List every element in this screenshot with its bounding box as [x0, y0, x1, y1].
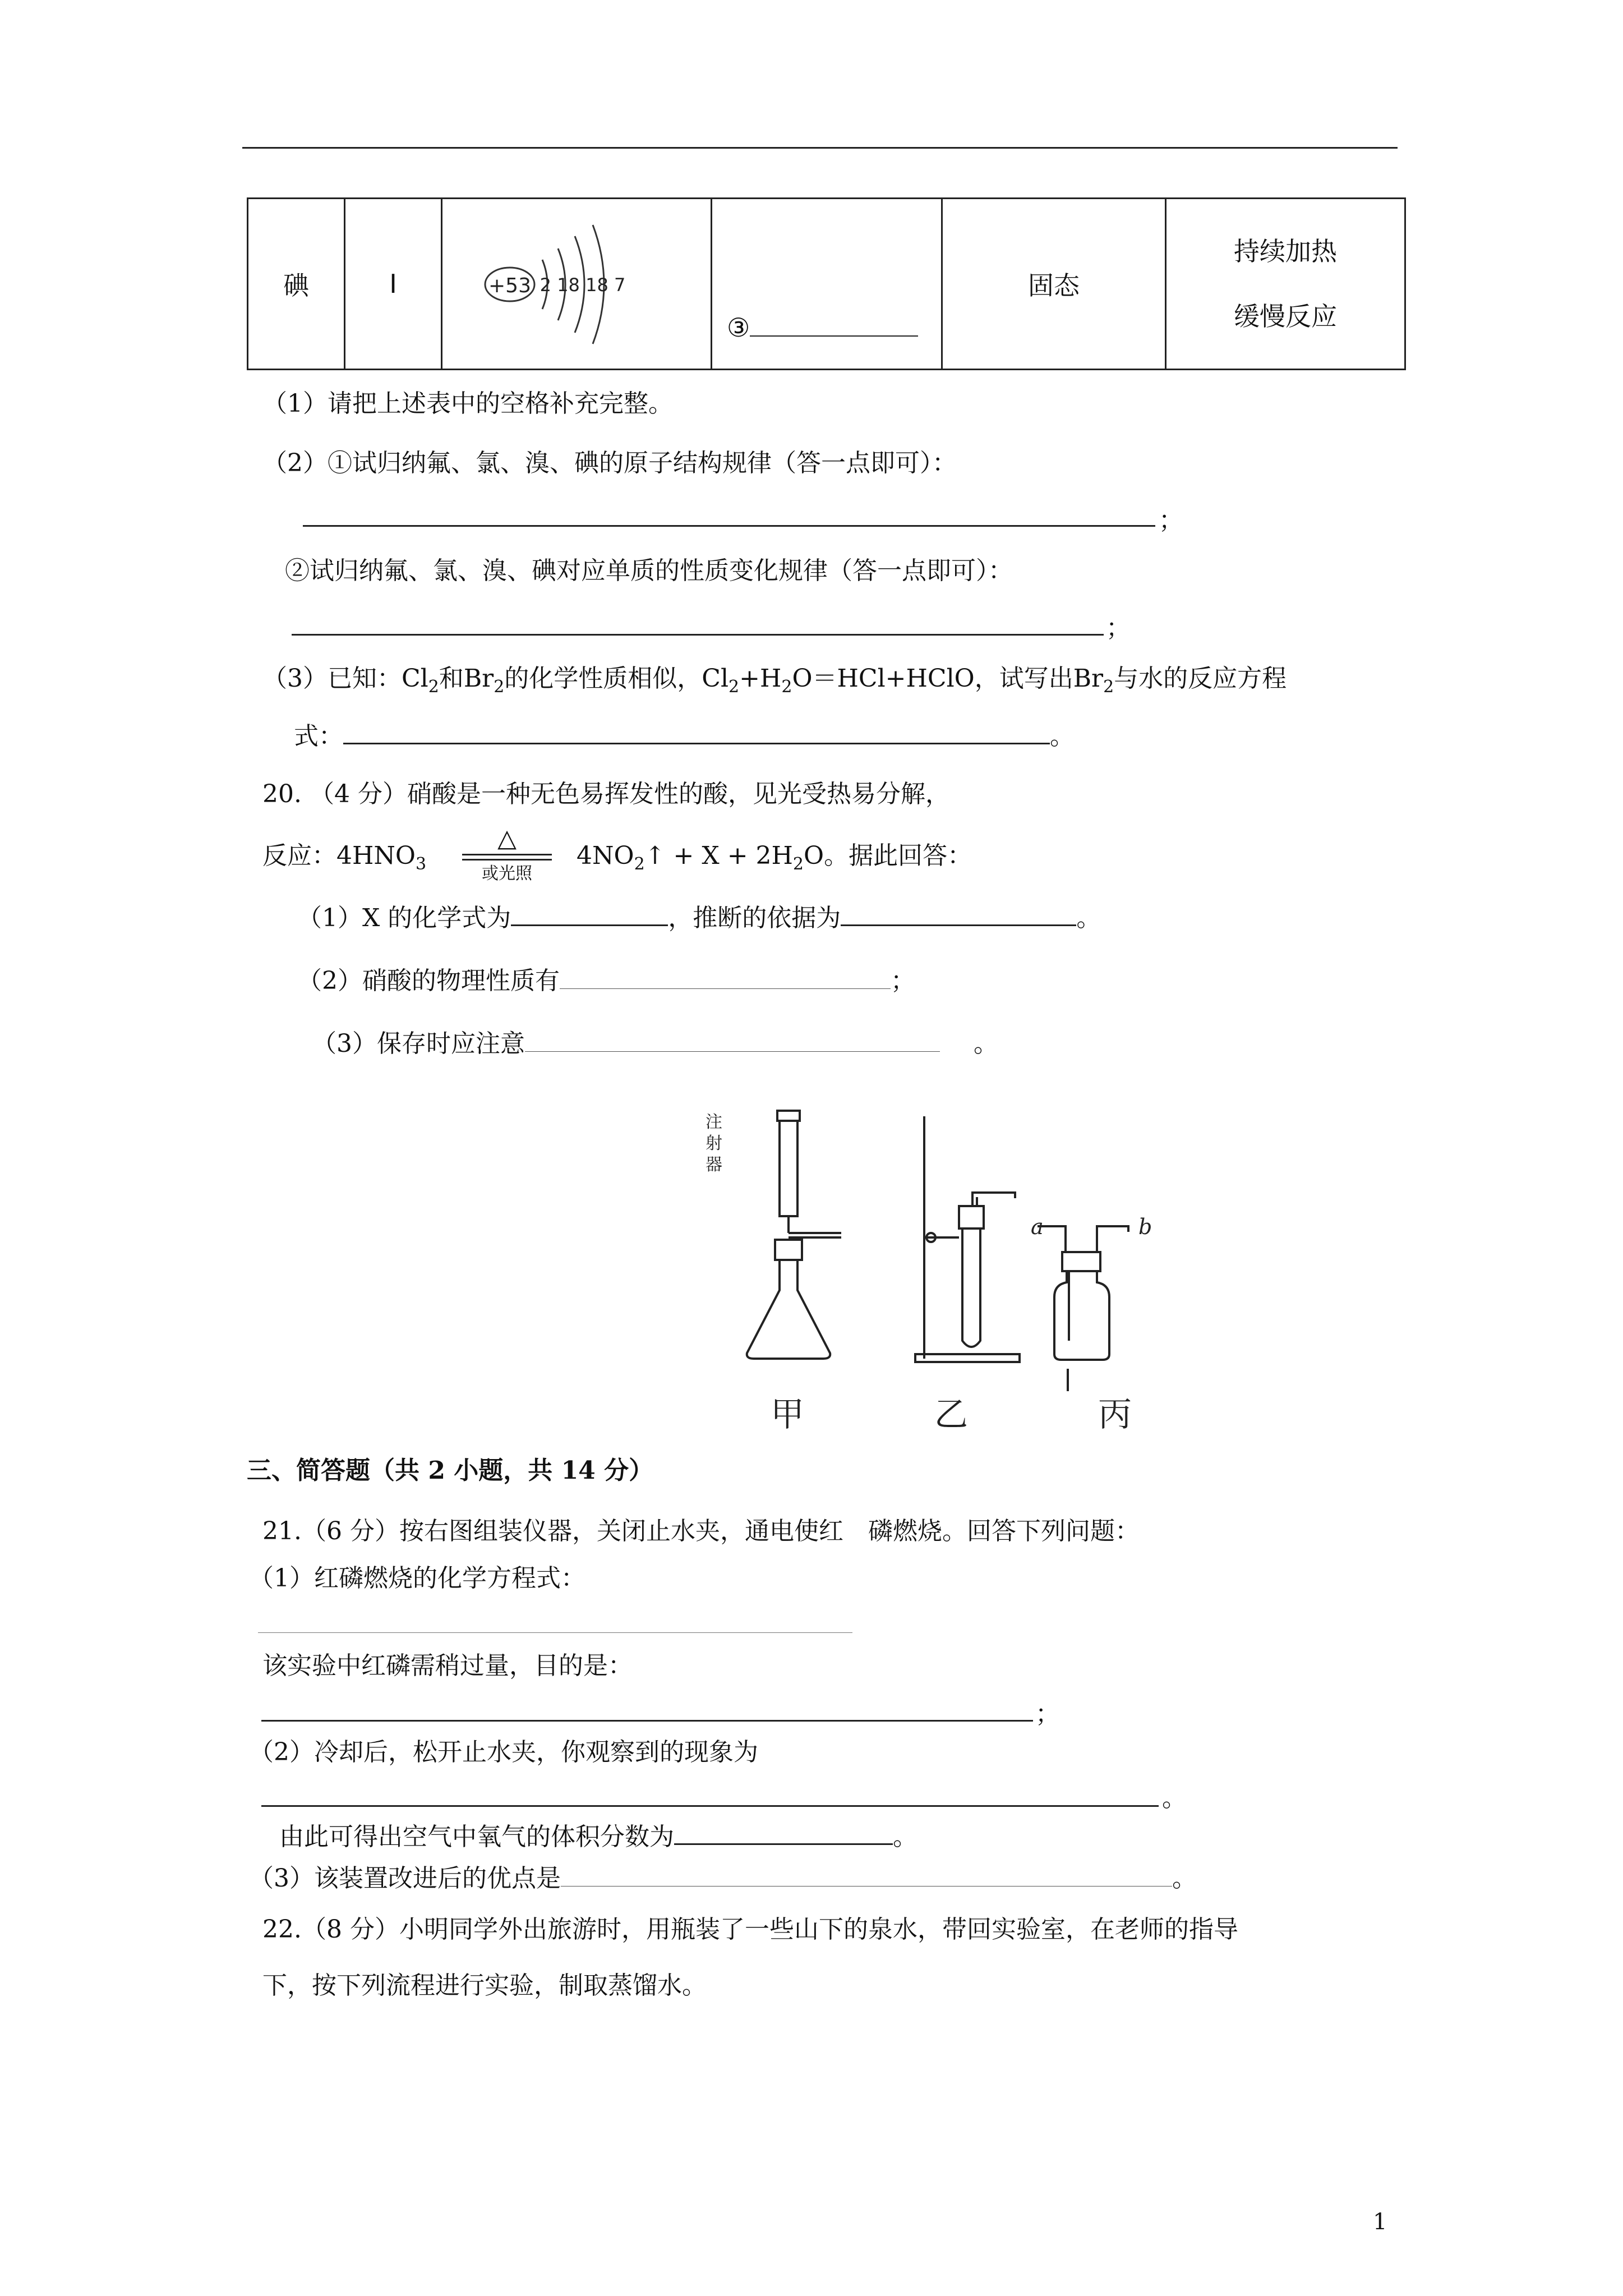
q20-title: 20. （4 分）硝酸是一种无色易挥发性的酸，见光受热易分解，: [262, 780, 950, 808]
q19-p3-e: O＝HCl+HClO，试写出Br: [792, 664, 1104, 693]
subscript: 2: [728, 677, 740, 697]
period: 。: [974, 1029, 998, 1058]
semicolon: ；: [1159, 506, 1183, 535]
answer-line[interactable]: [261, 1720, 1033, 1722]
injector-label-char: 射: [706, 1134, 722, 1153]
q19-p3-b: 和Br: [439, 664, 494, 693]
q21-sub1b: 该实验中红磷需稍过量，目的是：: [262, 1651, 633, 1680]
answer-blank[interactable]: [560, 964, 891, 989]
subscript: 2: [428, 677, 439, 697]
semicolon: ；: [1035, 1700, 1060, 1728]
header-rule: [242, 147, 1398, 149]
subscript: 3: [415, 854, 427, 874]
period: 。: [1050, 722, 1075, 751]
label-bing: 丙: [1098, 1395, 1132, 1434]
q19-p3-a: （3）已知：Cl: [262, 664, 428, 693]
q20-s1-mid: ，推断的依据为: [668, 904, 841, 932]
period: 。: [1076, 904, 1101, 932]
q19-part1: （1）请把上述表中的空格补充完整。: [262, 389, 673, 418]
answer-blank[interactable]: [841, 900, 1076, 926]
q20-s2-label: （2）硝酸的物理性质有: [297, 967, 560, 995]
answer-line[interactable]: [292, 634, 1104, 636]
element-table: [247, 197, 1406, 370]
element-state: 固态: [1028, 270, 1080, 301]
subscript: 2: [792, 854, 804, 874]
q20-products: [577, 839, 972, 881]
product-no2: 4NO: [577, 841, 634, 870]
q20-s3-label: （3）保存时应注意: [312, 1029, 525, 1058]
delta-symbol: △: [497, 824, 517, 853]
reactant: 反应：4HNO: [262, 841, 416, 870]
reaction-condition: [462, 825, 552, 885]
reaction-cell: [1166, 199, 1405, 370]
q19-p3-d: +H: [739, 664, 782, 693]
port-b-label: b: [1138, 1214, 1152, 1239]
section-title: 三、简答题（共 2 小题，共 14 分）: [247, 1456, 654, 1485]
answer-blank[interactable]: [525, 1027, 940, 1052]
subscript: 2: [781, 677, 792, 697]
answer-line[interactable]: [261, 1805, 1159, 1807]
blank-cell: [712, 199, 942, 370]
q19-p3-line2-label: 式：: [294, 722, 343, 751]
semicolon: ；: [1106, 614, 1131, 642]
table-row: [248, 199, 1405, 370]
injector-label: [706, 1112, 722, 1175]
reaction-line-1: 持续加热: [1234, 236, 1337, 266]
page-number: 1: [1373, 2209, 1387, 2235]
blank-label: ③: [727, 312, 750, 343]
subscript: 2: [1103, 677, 1114, 697]
answer-blank[interactable]: [750, 311, 918, 337]
answer-blank[interactable]: [343, 718, 1050, 744]
q21-sub2b: [279, 1819, 917, 1854]
q19-p3-f: 与水的反应方程: [1114, 664, 1287, 693]
period: 。: [1172, 1864, 1197, 1893]
period: 。: [893, 1823, 917, 1851]
element-symbol-cell: [345, 199, 442, 370]
subscript: 2: [494, 677, 505, 697]
q21-sub3: [249, 1861, 1197, 1895]
port-a-label: a: [1031, 1214, 1044, 1239]
product-water: O: [804, 841, 824, 870]
label-jia: 甲: [771, 1395, 804, 1434]
q21-s2b-label: 由此可得出空气中氧气的体积分数为: [279, 1823, 674, 1851]
reaction-line-2: 缓慢反应: [1234, 301, 1337, 332]
injector-label-char: 注: [706, 1112, 722, 1132]
q19-part2b: ②试归纳氟、氯、溴、碘对应单质的性质变化规律（答一点即可）：: [285, 556, 1013, 585]
apparatus-jia: [747, 1111, 841, 1359]
q22-line2: 下，按下列流程进行实验，制取蒸馏水。: [262, 1971, 707, 2000]
q19-part3-line2: [294, 718, 1075, 753]
q20-sub1: [297, 900, 1101, 935]
q21-sub1: （1）红磷燃烧的化学方程式：: [249, 1564, 585, 1593]
answer-blank[interactable]: [511, 900, 668, 926]
answer-blank[interactable]: [561, 1861, 1172, 1887]
apparatus-bing: [1038, 1226, 1128, 1391]
q20-s1-label: （1）X 的化学式为: [297, 904, 511, 932]
q22-line1: 22.（8 分）小明同学外出旅游时，用瓶装了一些山下的泉水，带回实验室，在老师的指导: [262, 1915, 1238, 1944]
atomic-structure-cell: [442, 199, 712, 370]
state-cell: [942, 199, 1166, 370]
product-x: ↑ + X + 2H: [644, 841, 793, 870]
answer-line[interactable]: [303, 525, 1155, 527]
q20-reaction-prefix: [262, 839, 426, 881]
q21-title: 21.（6 分）按右图组装仪器，关闭止水夹，通电使红 磷燃烧。回答下列问题：: [262, 1517, 1140, 1545]
element-name-cell: [248, 199, 345, 370]
q21-sub2: （2）冷却后，松开止水夹，你观察到的现象为: [249, 1738, 758, 1766]
q19-part2: （2）①试归纳氟、氯、溴、碘的原子结构规律（答一点即可）：: [262, 449, 957, 477]
q19-part3: [262, 662, 1287, 704]
q21-s3-label: （3）该装置改进后的优点是: [249, 1864, 561, 1893]
subscript: 2: [634, 854, 645, 874]
element-name: 碘: [283, 270, 309, 301]
electron-shells: 2 18 18 7: [540, 274, 626, 296]
period: 。: [1162, 1784, 1187, 1812]
apparatus-yi: [915, 1116, 1020, 1362]
injector-label-char: 器: [706, 1155, 722, 1175]
element-symbol: I: [389, 269, 397, 299]
apparatus-figure: [695, 1099, 1211, 1458]
reaction-suffix: 。据此回答：: [824, 841, 972, 870]
atom-structure-diagram: [442, 199, 711, 369]
answer-blank[interactable]: [674, 1819, 893, 1845]
condition-text: 或光照: [482, 864, 532, 884]
q19-p3-c: 的化学性质相似，Cl: [504, 664, 729, 693]
label-yi: 乙: [934, 1395, 968, 1434]
answer-line[interactable]: [258, 1632, 852, 1633]
semicolon: ；: [891, 967, 915, 995]
q20-sub3: [312, 1027, 998, 1061]
nucleus-charge: +53: [488, 274, 531, 297]
q20-sub2: [297, 964, 915, 998]
